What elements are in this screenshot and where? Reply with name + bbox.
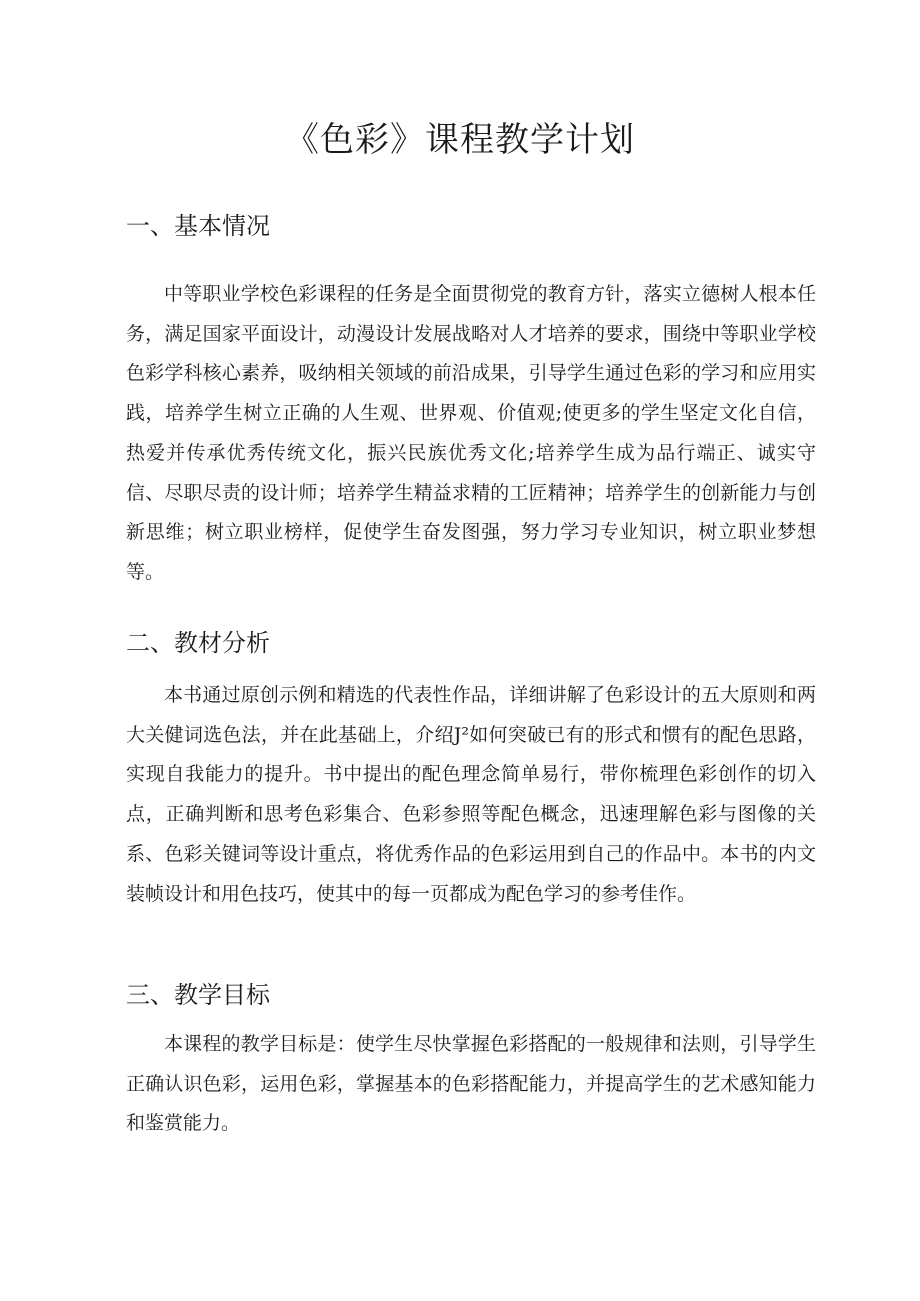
document-title: 《色彩》课程教学计划 (285, 120, 635, 160)
section-body-textbook-analysis: 本书通过原创示例和精选的代表性作品，详细讲解了色彩设计的五大原则和两大关健词选色法，并在此基础上，介绍J²如何突破已有的形式和惯有的配色思路，实现自我能力的提升。书中提出的配色理念简单易行，带你梳理色彩创作的切入点，正确判断和思考色彩集合、色彩参照等配色概念，迅速理解色彩与图像的关系、色彩关键词等设计重点，将优秀作品的色彩运用到自己的作品中。本书的内文装帧设计和用色技巧，使其中的每一页都成为配色学习的参考佳作。 (126, 684, 816, 905)
section-body-teaching-goals: 本课程的教学目标是：使学生尽快掌握色彩搭配的一般规律和法则，引导学生正确认识色彩，运用色彩，掌握基本的色彩搭配能力，并提高学生的艺术感知能力和鉴赏能力。 (126, 1033, 816, 1135)
section-heading-textbook-analysis: 二、教材分析 (126, 629, 270, 657)
section-heading-teaching-goals: 三、教学目标 (126, 981, 270, 1009)
section-body-basic-info: 中等职业学校色彩课程的任务是全面贯彻党的教育方针，落实立德树人根本任务，满足国家平面设计，动漫设计发展战略对人才培养的要求，围绕中等职业学校色彩学科核心素养，吸纳相关领域的前沿成果，引导学生通过色彩的学习和应用实践，培养学生树立正确的人生观、世界观、价值观;使更多的学生坚定文化自信，热爱并传承优秀传统文化，振兴民族优秀文化;培养学生成为品行端正、诚实守信、尽职尽责的设计师；培养学生精益求精的工匠精神；培养学生的创新能力与创新思维；树立职业榜样，促使学生奋发图强，努力学习专业知识，树立职业梦想等。 (126, 283, 816, 583)
section-heading-basic-info: 一、基本情况 (126, 212, 270, 240)
